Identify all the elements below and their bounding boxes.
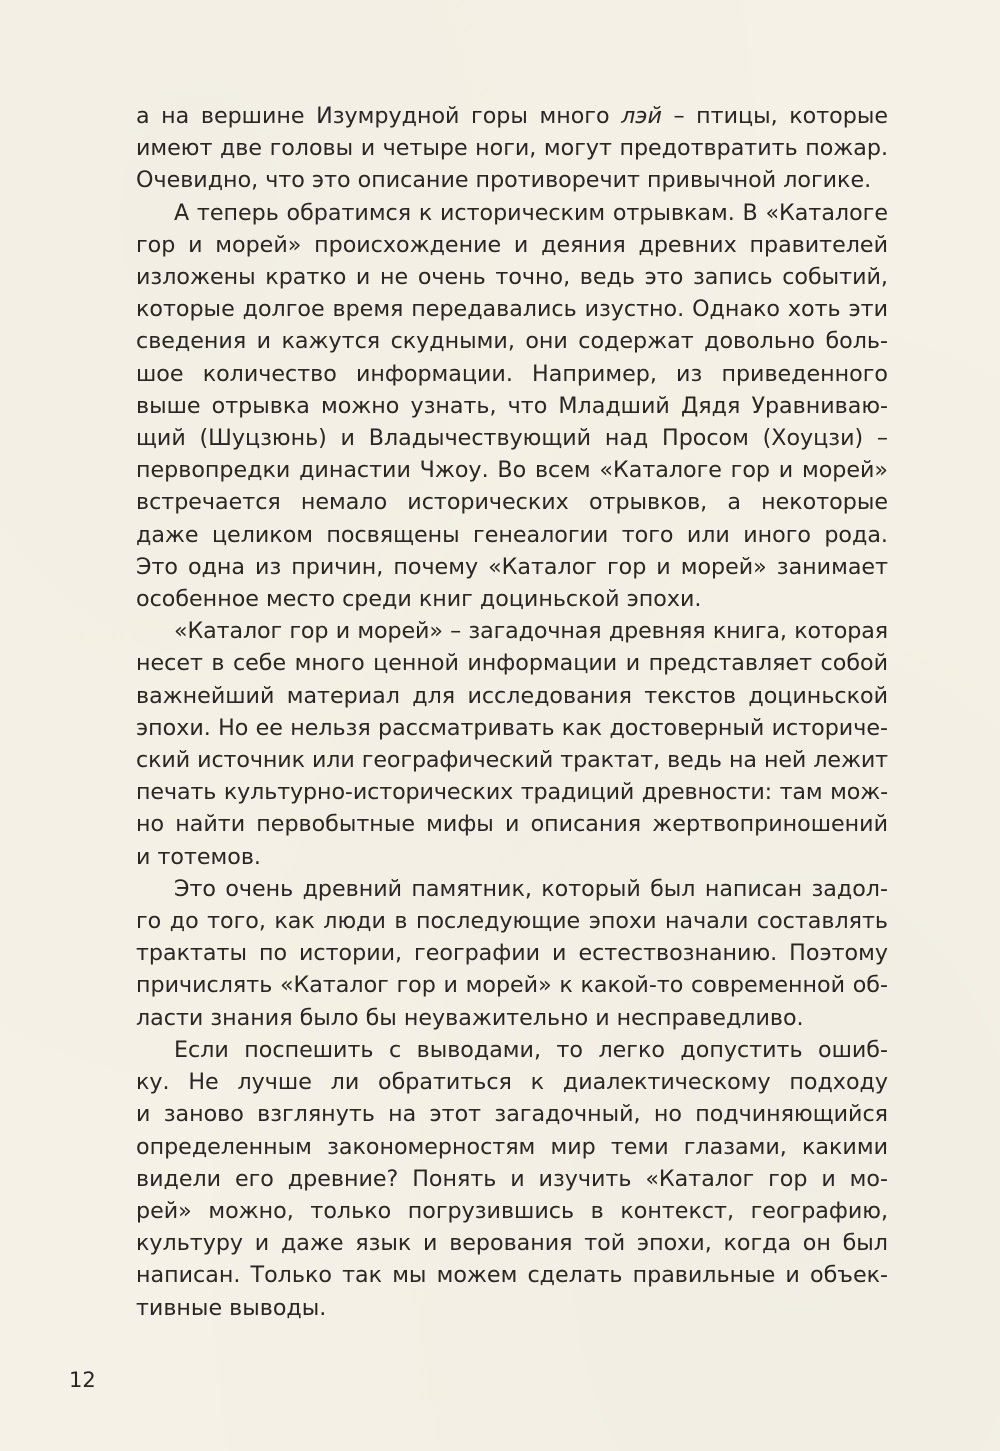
text-line: даже целиком посвящены генеалогии того или иного рода. bbox=[136, 521, 888, 548]
text-line: видели его древние? Понять и изучить «Каталог гор и мо- bbox=[136, 1165, 888, 1192]
text-line: Очевидно, что это описание противоречит привычной логике. bbox=[136, 167, 872, 194]
text-line bbox=[136, 100, 888, 132]
text-line: тивные выводы. bbox=[136, 1294, 327, 1321]
text-line: выше отрывка можно узнать, что Младший Дядя Уравниваю- bbox=[136, 392, 888, 419]
text-line: и тотемов. bbox=[136, 843, 261, 870]
text-line: первопредки династии Чжоу. Во всем «Каталоге гор и морей» bbox=[136, 457, 888, 484]
text-line: изложены кратко и не очень точно, ведь это запись событий, bbox=[136, 264, 888, 291]
italic-term: лэй bbox=[621, 103, 662, 129]
text-line: печать культурно-исторических традиций древности: там мож- bbox=[136, 779, 888, 806]
text-line: Это одна из причин, почему «Каталог гор и морей» занимает bbox=[136, 553, 888, 580]
text-line: определенным закономерностям мир теми глазами, какими bbox=[136, 1133, 888, 1160]
text-line: Если поспешить с выводами, то легко допустить ошиб- bbox=[174, 1036, 888, 1063]
text-line: ласти знания было бы неуважительно и несправедливо. bbox=[136, 1004, 804, 1031]
paragraph bbox=[136, 1034, 888, 1324]
text-line: трактаты по истории, географии и естествознанию. Поэтому bbox=[136, 940, 888, 967]
text-line: которые долгое время передавались изустно. Однако хоть эти bbox=[136, 296, 888, 323]
text-line: эпохи. Но ее нельзя рассматривать как достоверный историче- bbox=[136, 714, 888, 741]
text-line: сведения и кажутся скудными, они содержат довольно боль- bbox=[136, 328, 888, 355]
text-line: «Каталог гор и морей» – загадочная древняя книга, которая bbox=[174, 618, 888, 645]
text-line: ку. Не лучше ли обратиться к диалектическому подходу bbox=[136, 1069, 888, 1096]
text-line: особенное место среди книг доциньской эпохи. bbox=[136, 586, 702, 613]
text-line: ский источник или географический трактат, ведь на ней лежит bbox=[136, 747, 888, 774]
text-line: важнейший материал для исследования текстов доциньской bbox=[136, 682, 888, 709]
text-line: несет в себе много ценной информации и представляет собой bbox=[136, 650, 888, 677]
text-line: рей» можно, только погрузившись в контекст, географию, bbox=[136, 1197, 888, 1224]
paragraph bbox=[136, 615, 888, 873]
paragraph bbox=[136, 197, 888, 616]
page-number: 12 bbox=[69, 1368, 96, 1392]
text-line: щий (Шуцзюнь) и Владычествующий над Просом (Хоуцзи) – bbox=[136, 425, 888, 452]
text-line: имеют две головы и четыре ноги, могут предотвратить пожар. bbox=[136, 135, 888, 162]
text-line: шое количество информации. Например, из приведенного bbox=[136, 360, 888, 387]
paragraph bbox=[136, 100, 888, 197]
text-line: встречается немало исторических отрывков, а некоторые bbox=[136, 489, 888, 516]
text-line: А теперь обратимся к историческим отрывкам. В «Каталоге bbox=[174, 199, 888, 226]
text-line: Это очень древний памятник, который был написан задол- bbox=[174, 875, 888, 902]
text-line: гор и морей» происхождение и деяния древних правителей bbox=[136, 231, 888, 258]
body-text bbox=[136, 100, 888, 1324]
text-segment: – птицы, которые bbox=[661, 103, 888, 129]
text-line: написан. Только так мы можем сделать правильные и объек- bbox=[136, 1262, 888, 1289]
text-segment: а на вершине Изумрудной горы много bbox=[136, 103, 622, 129]
text-line: го до того, как люди в последующие эпохи начали составлять bbox=[136, 908, 888, 935]
paragraph bbox=[136, 873, 888, 1034]
text-line: культуру и даже язык и верования той эпохи, когда он был bbox=[136, 1230, 888, 1257]
text-line: причислять «Каталог гор и морей» к какой-то современной об- bbox=[136, 972, 888, 999]
text-line: но найти первобытные мифы и описания жертвоприношений bbox=[136, 811, 888, 838]
text-line: и заново взглянуть на этот загадочный, но подчиняющийся bbox=[136, 1101, 888, 1128]
